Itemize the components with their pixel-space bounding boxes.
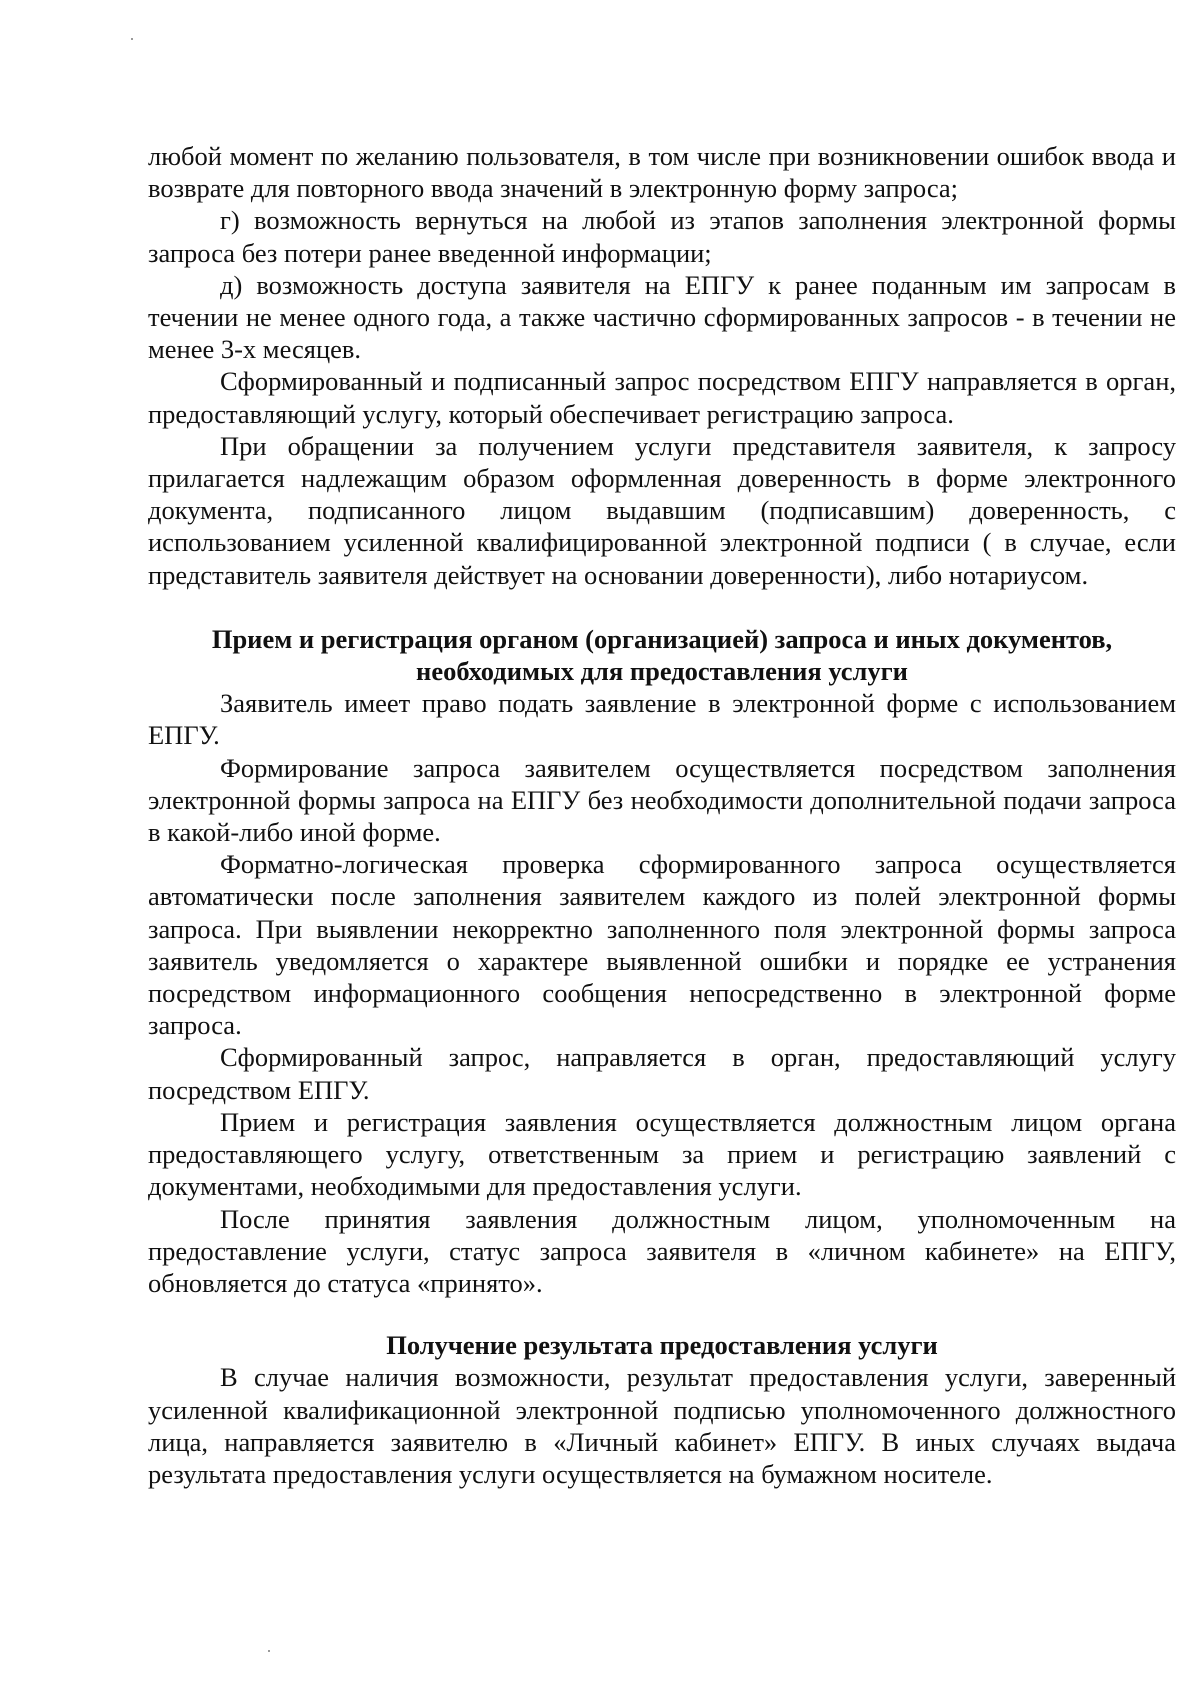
paragraph: Заявитель имеет право подать заявление в электронной форме с использованием ЕПГУ. (148, 688, 1176, 751)
paragraph: любой момент по желанию пользователя, в том числе при возникновении ошибок ввода и возврате для повторного ввода значений в электронную форму запроса; (148, 141, 1176, 204)
paragraph: Формирование запроса заявителем осуществляется посредством заполнения электронной формы запроса на ЕПГУ без необходимости дополнительной подачи запроса в какой-либо иной форме. (148, 752, 1176, 848)
paragraph: Сформированный запрос, направляется в орган, предоставляющий услугу посредством ЕПГУ. (148, 1042, 1176, 1105)
paragraph: В случае наличия возможности, результат предоставления услуги, заверенный усиленной квалификационной электронной подписью уполномоченного должностного лица, направляется заявителю в «Личный кабинет» ЕПГУ. В иных случаях выдача результата предоставления услуги осуществляется на бумажном носителе. (148, 1362, 1176, 1489)
document-body (148, 140, 1176, 1490)
section-spacer (148, 591, 1176, 623)
paragraph: д) возможность доступа заявителя на ЕПГУ к ранее поданным им запросам в течении не менее одного года, а также частично сформированных запросов - в течении не менее 3-х месяцев. (148, 269, 1176, 365)
paragraph: г) возможность вернуться на любой из этапов заполнения электронной формы запроса без потери ранее введенной информации; (148, 205, 1176, 268)
paragraph: При обращении за получением услуги представителя заявителя, к запросу прилагается надлежащим образом оформленная доверенность в форме электронного документа, подписанного лицом выдавшим (подписавшим) доверенность, с использованием усиленной квалифицированной электронной подписи ( в случае, если представитель заявителя действует на основании доверенности), либо нотариусом. (148, 430, 1176, 590)
paragraph: Сформированный и подписанный запрос посредством ЕПГУ направляется в орган, предоставляющий услугу, который обеспечивает регистрацию запроса. (148, 366, 1176, 429)
section-heading: Прием и регистрация органом (организацией) запроса и иных документов, необходимых для предоставления услуги (211, 623, 1113, 687)
paragraph: Прием и регистрация заявления осуществляется должностным лицом органа предоставляющего услугу, ответственным за прием и регистрацию заявлений с документами, необходимыми для предоставления услуги. (148, 1106, 1176, 1202)
section-heading: Получение результата предоставления услуги (386, 1330, 938, 1361)
scan-speck (268, 1650, 270, 1652)
paragraph: Форматно-логическая проверка сформированного запроса осуществляется автоматически после заполнения заявителем каждого из полей электронной формы запроса. При выявлении некорректно заполненного поля электронной формы запроса заявитель уведомляется о характере выявленной ошибки и порядке ее устранения посредством информационного сообщения непосредственно в электронной форме запроса. (148, 849, 1176, 1041)
section-spacer (148, 1299, 1176, 1329)
paragraph: После принятия заявления должностным лицом, уполномоченным на предоставление услуги, статус запроса заявителя в «личном кабинете» на ЕПГУ, обновляется до статуса «принято». (148, 1203, 1176, 1298)
scan-speck (131, 38, 133, 40)
